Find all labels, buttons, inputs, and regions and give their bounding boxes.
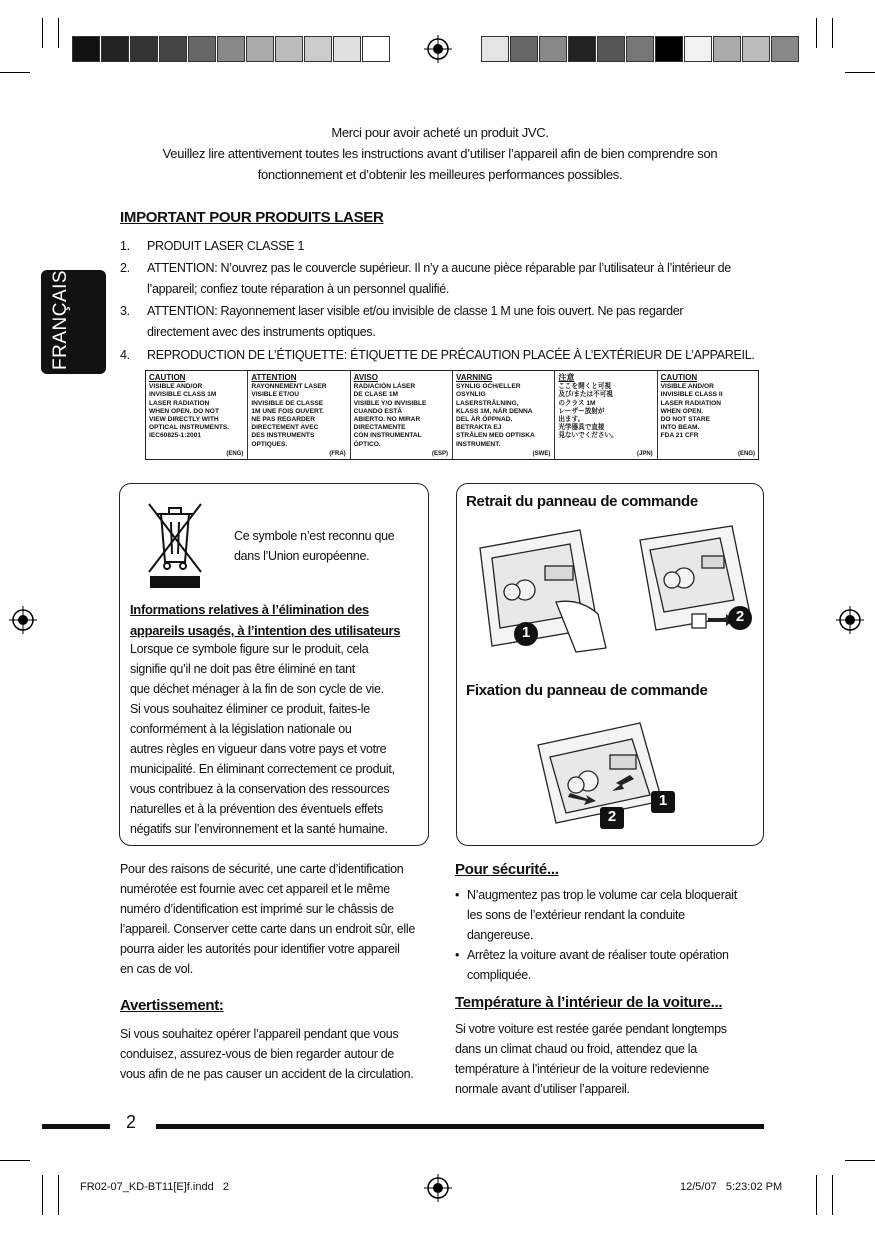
color-swatch: [188, 36, 216, 62]
intro-text: [120, 122, 760, 185]
page-number: 2: [126, 1112, 137, 1132]
color-swatch: [626, 36, 654, 62]
caution-label-line: VISIBLE Y/O INVISIBLE: [353, 399, 427, 407]
caution-label-heading: VARNING: [456, 373, 493, 382]
text-line: Si vous souhaitez opérer l’appareil pendant que vous: [120, 1027, 399, 1041]
note-line: dans l’Union européenne.: [234, 549, 370, 563]
caution-label-line: のクラス 1M: [558, 399, 596, 407]
bullet-line: dangereuse.: [467, 928, 534, 942]
note-line: Ce symbole n’est reconnu que: [234, 529, 395, 543]
color-swatch: [217, 36, 245, 62]
intro-line: Merci pour avoir acheté un produit JVC.: [331, 125, 549, 140]
weee-symbol-note: [234, 526, 394, 566]
caution-label-line: LASERSTRÅLNING,: [456, 399, 519, 407]
text-line: négatifs sur l’environnement et la santé humaine.: [130, 822, 388, 836]
bullet-line: les sons de l’extérieur rendant la conduite: [467, 908, 685, 922]
caution-label-cell: [555, 371, 657, 460]
temperature-body: [455, 1019, 765, 1099]
color-swatch: [568, 36, 596, 62]
caution-label-line: INVISIBLE CLASS 1M: [149, 391, 217, 399]
caution-label-line: FDA 21 CFR: [660, 432, 699, 440]
item-line: PRODUIT LASER CLASSE 1: [147, 239, 305, 253]
caution-label-line: IEC60825-1:2001: [149, 432, 202, 440]
caution-label-cell: [351, 371, 453, 460]
attach-step-one-badge: 1: [658, 792, 668, 809]
caution-label-line: STRÅLEN MED OPTISKA: [456, 432, 535, 440]
caution-label-line: VISIBLE ET/OU: [251, 391, 299, 399]
text-line: normale avant d’utiliser l’appareil.: [455, 1082, 630, 1096]
caution-label-line: CUANDO ESTÁ: [353, 407, 403, 415]
registration-mark-icon: [9, 606, 37, 634]
footer-rule-right: [156, 1124, 764, 1129]
safety-title: Pour sécurité...: [455, 861, 559, 878]
caution-label-line: DO NOT STARE: [660, 416, 710, 424]
text-line: vous afin de ne pas causer un accident de la circulation.: [120, 1067, 414, 1081]
caution-label-heading: 注意: [558, 373, 575, 382]
color-swatch: [771, 36, 799, 62]
text-line: conduisez, assurez-vous de bien regarder autour de: [120, 1047, 395, 1061]
remove-panel-title: Retrait du panneau de commande: [466, 493, 698, 510]
safety-list: [455, 885, 765, 985]
weee-title: [130, 599, 400, 641]
registration-mark-icon: [836, 606, 864, 634]
caution-label-line: 1M UNE FOIS OUVERT.: [251, 407, 324, 415]
caution-label-cell: [658, 371, 759, 460]
intro-line: Veuillez lire attentivement toutes les instructions avant d’utiliser l’appareil afin de bien comprendre son: [162, 146, 718, 161]
intro-line: fonctionnement et d’obtenir les meilleures performances possibles.: [257, 167, 623, 182]
caution-label-heading: AVISO: [353, 373, 378, 382]
caution-label-line: CON INSTRUMENTAL: [353, 432, 422, 440]
caution-label-heading: ATTENTION: [251, 373, 297, 382]
caution-label-line: 出ます。: [558, 416, 585, 424]
caution-label-line: ÓPTICO.: [353, 440, 381, 448]
caution-label-line: 及び/または不可視: [558, 391, 613, 399]
caution-label-line: レーザー放射が: [558, 407, 605, 415]
weee-title-line: Informations relatives à l’élimination des: [130, 602, 369, 617]
bullet-dot: •: [455, 948, 460, 962]
text-line: que déchet ménager à la fin de son cycle de vie.: [130, 682, 384, 696]
color-swatch: [684, 36, 712, 62]
caution-label-code: (JPN): [636, 450, 653, 457]
bullet-line: N’augmentez pas trop le volume car cela bloquerait: [467, 888, 737, 902]
text-line: Pour des raisons de sécurité, une carte d’identification: [120, 862, 404, 876]
warning-title: Avertissement:: [120, 997, 224, 1014]
warning-body: [120, 1024, 435, 1084]
item-line: REPRODUCTION DE L’ÉTIQUETTE: ÉTIQUETTE DE PRÉCAUTION PLACÉE À L’EXTÉRIEUR DE L’APPAREIL.: [147, 348, 755, 362]
caution-label-code: (ENG): [226, 450, 244, 457]
attach-step-two-badge: 2: [607, 808, 617, 825]
text-line: l’appareil. Conserver cette carte dans un endroit sûr, elle: [120, 922, 415, 936]
text-line: température à l’intérieur de la voiture redevienne: [455, 1062, 709, 1076]
text-line: en cas de vol.: [120, 962, 193, 976]
caution-label-line: LASER RADIATION: [660, 399, 721, 407]
caution-label-line: INTO BEAM.: [660, 424, 700, 432]
text-line: naturelles et à la prévention des éventuels effets: [130, 802, 383, 816]
caution-label-line: ここを開くと可視: [558, 383, 612, 391]
text-line: municipalité. En éliminant correctement ce produit,: [130, 762, 395, 776]
laser-list: [120, 236, 770, 366]
caution-label-line: DES INSTRUMENTS: [251, 432, 315, 440]
color-swatch: [275, 36, 303, 62]
item-line: directement avec des instruments optiques.: [147, 325, 376, 339]
crossed-bin-icon: [143, 496, 205, 592]
color-swatch: [655, 36, 683, 62]
bullet-line: Arrêtez la voiture avant de réaliser toute opération: [467, 948, 729, 962]
caution-label-line: WHEN OPEN. DO NOT: [149, 407, 219, 415]
caution-label-heading: CAUTION: [660, 373, 698, 382]
footer-file: FR02-07_KD-BT11[E]f.indd 2: [80, 1181, 229, 1193]
color-swatch: [362, 36, 390, 62]
item-number: 3.: [120, 304, 130, 318]
text-line: vous contribuez à la conservation des ressources: [130, 782, 390, 796]
item-line: l’appareil; confiez toute réparation à un personnel qualifié.: [147, 282, 450, 296]
registration-mark-icon: [424, 1174, 452, 1202]
caution-label-line: DE CLASE 1M: [353, 391, 398, 399]
caution-label-line: RADIACIÓN LÁSER: [353, 383, 416, 391]
caution-label-line: DIRECTEMENT AVEC: [251, 424, 319, 432]
caution-label-cell: [248, 371, 350, 460]
temperature-title: Température à l’intérieur de la voiture...: [455, 994, 723, 1011]
color-swatch: [333, 36, 361, 62]
registration-mark-icon: [424, 35, 452, 63]
caution-label-code: (FRA): [329, 450, 346, 457]
text-line: Lorsque ce symbole figure sur le produit, cela: [130, 642, 369, 656]
caution-label-line: VIEW DIRECTLY WITH: [149, 416, 219, 424]
caution-label-line: DIRECTAMENTE: [353, 424, 406, 432]
weee-body: [130, 639, 422, 839]
laser-title: IMPORTANT POUR PRODUITS LASER: [120, 209, 384, 226]
language-tab-label: FRANÇAIS: [50, 269, 71, 370]
caution-label-line: LASER RADIATION: [149, 399, 210, 407]
color-swatch: [481, 36, 509, 62]
item-number: 1.: [120, 239, 130, 253]
text-line: conformément à la législation nationale ou: [130, 722, 352, 736]
color-swatch: [159, 36, 187, 62]
weee-title-line: appareils usagés, à l’intention des utilisateurs: [130, 623, 401, 638]
text-line: signifie qu’il ne doit pas être éliminé en tant: [130, 662, 355, 676]
text-line: pourra aider les autorités pour identifier votre appareil: [120, 942, 400, 956]
color-swatch: [101, 36, 129, 62]
color-swatch: [130, 36, 158, 62]
color-swatch: [713, 36, 741, 62]
footer-rule-left: [42, 1124, 110, 1129]
color-swatch: [510, 36, 538, 62]
color-swatch: [72, 36, 100, 62]
bullet-dot: •: [455, 888, 460, 902]
caution-label-line: INSTRUMENT.: [456, 440, 501, 448]
caution-label-cell: [146, 371, 248, 460]
text-line: Si votre voiture est restée garée pendant longtemps: [455, 1022, 727, 1036]
caution-label-line: DEL ÄR ÖPPNAD.: [456, 416, 513, 424]
step-one-badge: 1: [521, 624, 531, 641]
caution-label-line: SYNLIG OCH/ELLER: [456, 383, 521, 391]
caution-label-line: BETRAKTA EJ: [456, 424, 502, 432]
item-number: 2.: [120, 261, 130, 275]
attach-panel-title: Fixation du panneau de commande: [466, 682, 708, 699]
color-swatch: [304, 36, 332, 62]
color-swatch: [246, 36, 274, 62]
caution-label-line: INVISIBLE DE CLASSE: [251, 399, 324, 407]
caution-label-line: RAYONNEMENT LASER: [251, 383, 327, 391]
caution-label-line: KLASS 1M, NÄR DENNA: [456, 407, 533, 415]
caution-label-line: 光学器具で直接: [558, 424, 605, 432]
caution-label-line: OPTICAL INSTRUMENTS.: [149, 424, 230, 432]
caution-label-cell: [453, 371, 555, 460]
caution-label: [145, 370, 759, 460]
caution-label-line: INVISIBLE CLASS II: [660, 391, 723, 399]
caution-label-line: VISIBLE AND/OR: [149, 383, 203, 391]
color-swatch: [539, 36, 567, 62]
caution-label-code: (ENG): [737, 450, 755, 457]
color-swatch: [597, 36, 625, 62]
caution-label-line: ABIERTO. NO MIRAR: [353, 416, 421, 424]
caution-label-heading: CAUTION: [149, 373, 186, 382]
caution-label-line: WHEN OPEN.: [660, 407, 704, 415]
text-line: numéro d’identification est imprimé sur le châssis de: [120, 902, 394, 916]
caution-label-line: 見ないでください。: [558, 432, 618, 440]
caution-label-line: VISIBLE AND/OR: [660, 383, 714, 391]
footer-date: 12/5/07 5:23:02 PM: [680, 1181, 783, 1193]
caution-label-code: (SWE): [532, 450, 551, 457]
text-line: numérotée est fournie avec cet appareil et le même: [120, 882, 390, 896]
text-line: autres règles en vigueur dans votre pays et votre: [130, 742, 387, 756]
color-swatch: [742, 36, 770, 62]
caution-label-code: (ESP): [431, 450, 448, 457]
text-line: dans un climat chaud ou froid, attendez que la: [455, 1042, 697, 1056]
text-line: Si vous souhaitez éliminer ce produit, faites-le: [130, 702, 370, 716]
security-card-text: [120, 859, 435, 979]
caution-label-line: OPTIQUES.: [251, 440, 288, 448]
item-line: ATTENTION: Rayonnement laser visible et/ou invisible de classe 1 M une fois ouvert. Ne pas regarder: [147, 304, 684, 318]
item-line: ATTENTION: N’ouvrez pas le couvercle supérieur. Il n’y a aucune pièce réparable par l’utilisateur à l’intérieur de: [147, 261, 731, 275]
item-number: 4.: [120, 348, 130, 362]
caution-label-line: NE PAS REGARDER: [251, 416, 315, 424]
step-two-badge: 2: [735, 608, 745, 625]
caution-label-line: OSYNLIG: [456, 391, 486, 399]
bullet-line: compliquée.: [467, 968, 532, 982]
